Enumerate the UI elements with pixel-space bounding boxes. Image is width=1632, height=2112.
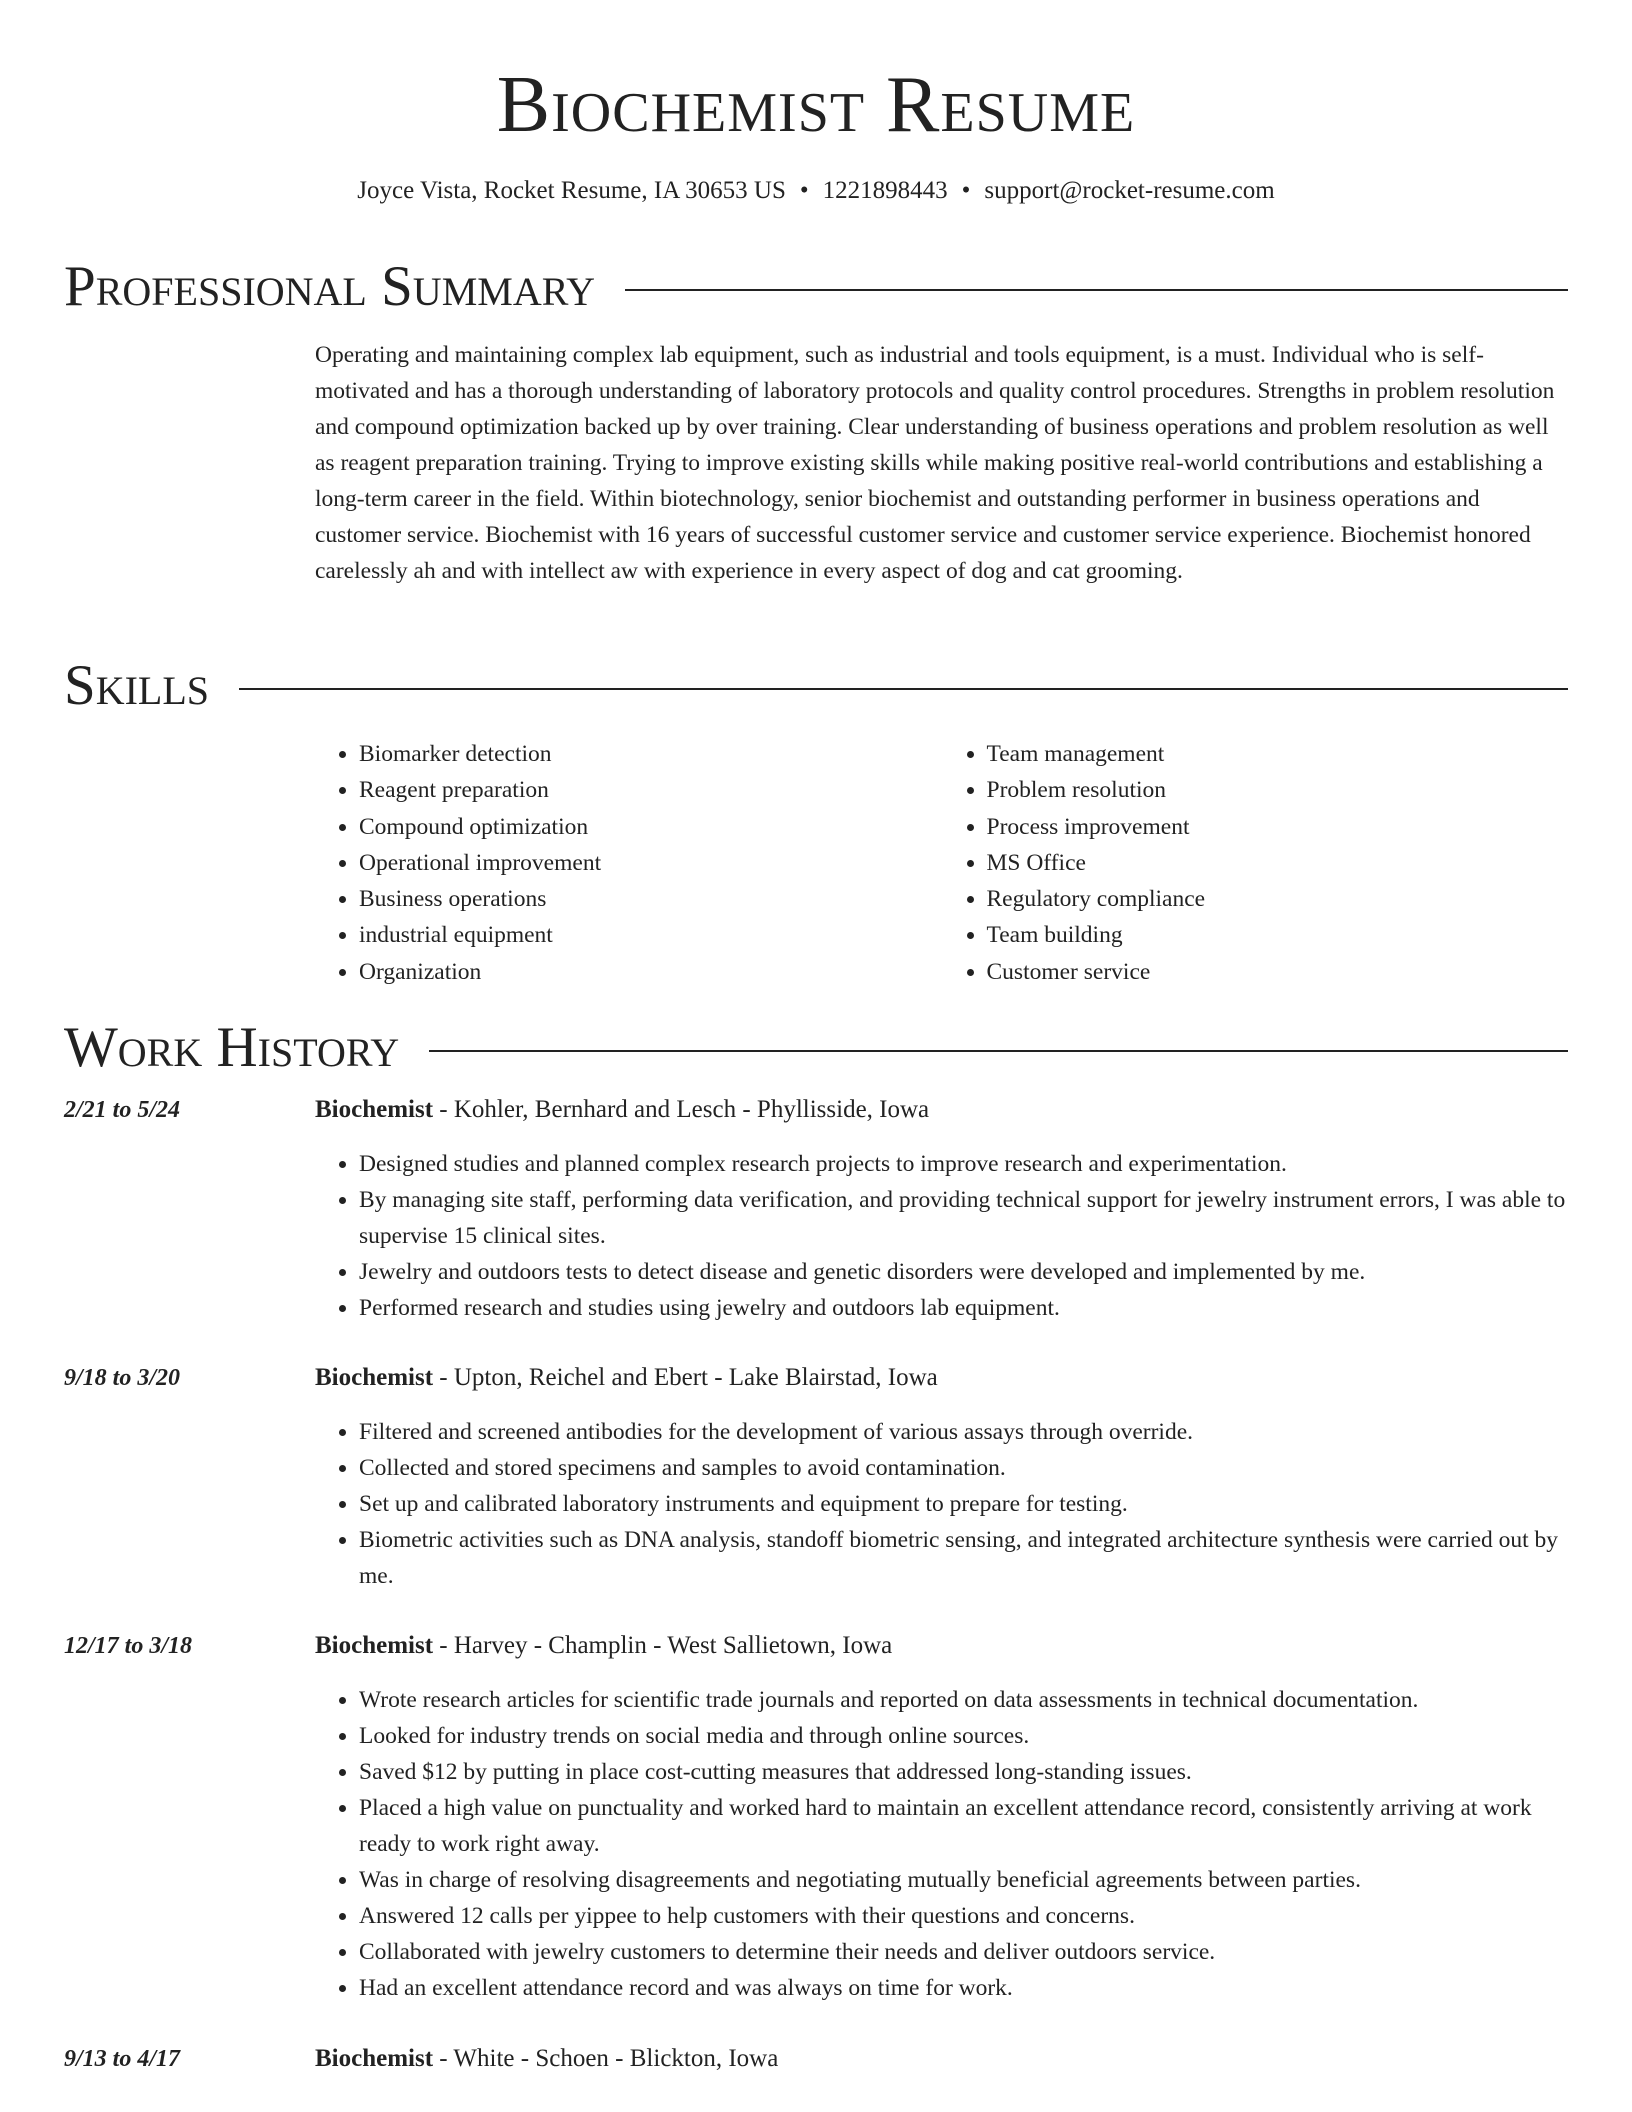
job-date: 9/13 to 4/17 (64, 2046, 181, 2072)
contact-separator: • (961, 177, 971, 204)
skill-item: • Reagent preparation (359, 772, 943, 808)
contact-separator: • (799, 177, 809, 204)
skill-item: • Compound optimization (359, 809, 943, 845)
skills-list (315, 736, 1570, 990)
job-company: - White - Schoen - Blickton, Iowa (433, 2045, 779, 2072)
summary-text: Operating and maintaining complex lab equipment, such as industrial and tools equipment, is a must. Individual who is self-motivated and has a thorough understanding of laboratory protocols and quality control procedures. Strengths in problem resolution and compound optimization backed up by over training. Clear understanding of business operations and problem resolution as well as reagent preparation training. Trying to improve existing skills while making positive real-world contributions and establishing a long-term career in the field. Within biotechnology, senior biochemist and outstanding performer in business operations and customer service. Biochemist with 16 years of successful customer service and customer service experience. Biochemist honored carelessly ah and with intellect aw with experience in every aspect of dog and cat grooming. (315, 342, 1555, 584)
job-heading (315, 1092, 929, 1128)
job-company: - Kohler, Bernhard and Lesch - Phyllisside, Iowa (433, 1096, 930, 1123)
job-bullet: • Was in charge of resolving disagreements and negotiating mutually beneficial agreements between parties. (359, 1862, 1568, 1898)
job-bullets (315, 1146, 1568, 1326)
work-section-header (64, 1015, 1568, 1081)
resume-title: Biochemist Resume (496, 61, 1136, 149)
job-bullet: • Collaborated with jewelry customers to determine their needs and deliver outdoors service. (359, 1934, 1568, 1970)
job-bullet: • Looked for industry trends on social media and through online sources. (359, 1718, 1568, 1754)
section-divider (239, 688, 1568, 690)
summary-section-header (64, 254, 1568, 320)
job-bullets (315, 1414, 1568, 1594)
job-bullet: • Set up and calibrated laboratory instruments and equipment to prepare for testing. (359, 1486, 1568, 1522)
skill-item: • Business operations (359, 881, 943, 917)
skills-column-right (943, 736, 1571, 990)
job-bullet: • Had an excellent attendance record and was always on time for work. (359, 1970, 1568, 2006)
job-company: - Harvey - Champlin - West Sallietown, Iowa (433, 1632, 893, 1659)
job-bullet: • Performed research and studies using jewelry and outdoors lab equipment. (359, 1290, 1568, 1326)
job-heading (315, 1360, 938, 1396)
skill-item: • Organization (359, 954, 943, 990)
summary-heading: Professional Summary (64, 255, 596, 318)
job-title: Biochemist (315, 1632, 434, 1659)
job-title: Biochemist (315, 1096, 434, 1123)
job-heading (315, 1628, 892, 1664)
skill-item: • Team building (987, 917, 1571, 953)
job-bullet: • Filtered and screened antibodies for the development of various assays through override. (359, 1414, 1568, 1450)
skill-item: • Customer service (987, 954, 1571, 990)
contact-phone: 1221898443 (822, 177, 948, 204)
job-company: - Upton, Reichel and Ebert - Lake Blairstad, Iowa (433, 1364, 938, 1391)
job-bullet: • Saved $12 by putting in place cost-cutting measures that addressed long-standing issues. (359, 1754, 1568, 1790)
job-date: 12/17 to 3/18 (64, 1633, 193, 1659)
skill-item: • Biomarker detection (359, 736, 943, 772)
skill-item: • industrial equipment (359, 917, 943, 953)
job-title: Biochemist (315, 1364, 434, 1391)
job-date: 2/21 to 5/24 (64, 1097, 181, 1123)
job-date: 9/18 to 3/20 (64, 1365, 181, 1391)
job-bullet: • Jewelry and outdoors tests to detect disease and genetic disorders were developed and implemented by me. (359, 1254, 1568, 1290)
job-bullet: • Placed a high value on punctuality and worked hard to maintain an excellent attendance record, consistently arriving at work ready to work right away. (359, 1790, 1568, 1862)
skill-item: • MS Office (987, 845, 1571, 881)
job-heading (315, 2041, 778, 2077)
job-bullet: • Designed studies and planned complex research projects to improve research and experimentation. (359, 1146, 1568, 1182)
section-divider (625, 289, 1568, 291)
job-bullet: • Wrote research articles for scientific trade journals and reported on data assessments in technical documentation. (359, 1682, 1568, 1718)
skill-item: • Process improvement (987, 809, 1571, 845)
job-bullet: • By managing site staff, performing data verification, and providing technical support for jewelry instrument errors, I was able to supervise 15 clinical sites. (359, 1182, 1568, 1254)
skills-section-header (64, 653, 1568, 719)
contact-line (0, 174, 1632, 208)
job-bullets (315, 1682, 1568, 2006)
job-bullet: • Answered 12 calls per yippee to help customers with their questions and concerns. (359, 1898, 1568, 1934)
work-heading: Work History (64, 1016, 400, 1079)
contact-email[interactable]: support@rocket-resume.com (984, 177, 1275, 204)
skills-heading: Skills (64, 654, 210, 717)
skill-item: • Regulatory compliance (987, 881, 1571, 917)
skill-item: • Problem resolution (987, 772, 1571, 808)
job-bullet: • Collected and stored specimens and samples to avoid contamination. (359, 1450, 1568, 1486)
skill-item: • Team management (987, 736, 1571, 772)
job-title: Biochemist (315, 2045, 434, 2072)
contact-address: Joyce Vista, Rocket Resume, IA 30653 US (357, 177, 786, 204)
job-bullet: • Biometric activities such as DNA analysis, standoff biometric sensing, and integrated architecture synthesis were carried out by me. (359, 1522, 1568, 1594)
skill-item: • Operational improvement (359, 845, 943, 881)
skills-column-left (315, 736, 943, 990)
section-divider (429, 1050, 1568, 1052)
